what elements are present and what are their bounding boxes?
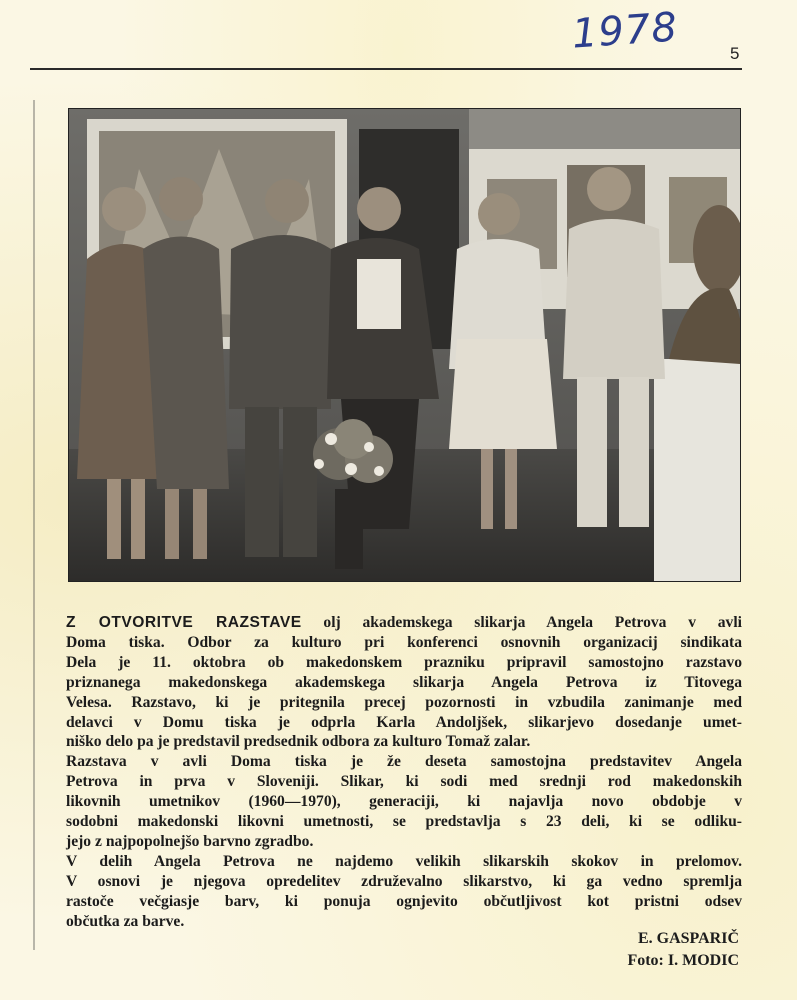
article-body [66, 613, 742, 932]
article-line: Doma tiska. Odbor za kulturo pri konferenci osnovnih organizacij sindikata [66, 633, 742, 651]
article-line: sodobni makedonski likovni umetnosti, se predstavlja s 23 deli, ki se odliku- [66, 813, 742, 831]
article-line: rastoče večgiasje barv, ki ponuja ognjevito občutljivost kot pristni odsev [66, 892, 742, 910]
article-line: likovnih umetnikov (1960—1970), generaciji, ki najavlja novo obdobje v [66, 793, 742, 811]
exhibition-photo [68, 108, 741, 582]
article-line: V delih Angela Petrova ne najdemo velikih slikarskih skokov in prelomov. [66, 852, 742, 870]
article-line: Dela je 11. oktobra ob makedonskem prazniku pripravil samostojno razstavo [66, 653, 742, 671]
article-author: E. GASPARIČ [637, 930, 739, 947]
page-number: 5 [730, 44, 740, 63]
article-line: V osnovi je njegova opredelitev združevalno slikarstvo, ki ga vedno spremlja [66, 872, 742, 890]
article-line: Petrova in prva v Sloveniji. Slikar, ki sodi med srednji rod makedonskih [66, 773, 742, 791]
article-line: Razstava v avli Doma tiska je že deseta samostojna predstavitev Angela [66, 753, 742, 771]
article-line: občutka za barve. [66, 912, 185, 930]
article-line: priznanega makedonskega akademskega slikarja Angela Petrova iz Titovega [66, 673, 742, 691]
handwritten-year: 1978 [570, 4, 680, 58]
article-line [66, 613, 742, 633]
exhibition-opening-photo-icon [69, 109, 740, 581]
article-line: niško delo pa je predstavil predsednik odbora za kulturo Tomaž zalar. [66, 733, 531, 751]
article-line: jejo z najpopolnejšo barvno zgradbo. [66, 832, 314, 850]
header-rule [30, 68, 742, 70]
article-line: delavci v Domu tiska je odprla Karla Andoljšek, slikarjevo dosedanje umet- [66, 713, 742, 731]
article-line: Velesa. Razstavo, ki je pritegnila precej pozornosti in vzbudila zanimanje med [66, 693, 742, 711]
paper-fold-line [33, 100, 35, 950]
photo-credit: Foto: I. MODIC [627, 952, 739, 969]
article-line-text: olj akademskega slikarja Angela Petrova v avli [301, 614, 742, 631]
article-headline: Z OTVORITVE RAZSTAVE [66, 614, 302, 631]
